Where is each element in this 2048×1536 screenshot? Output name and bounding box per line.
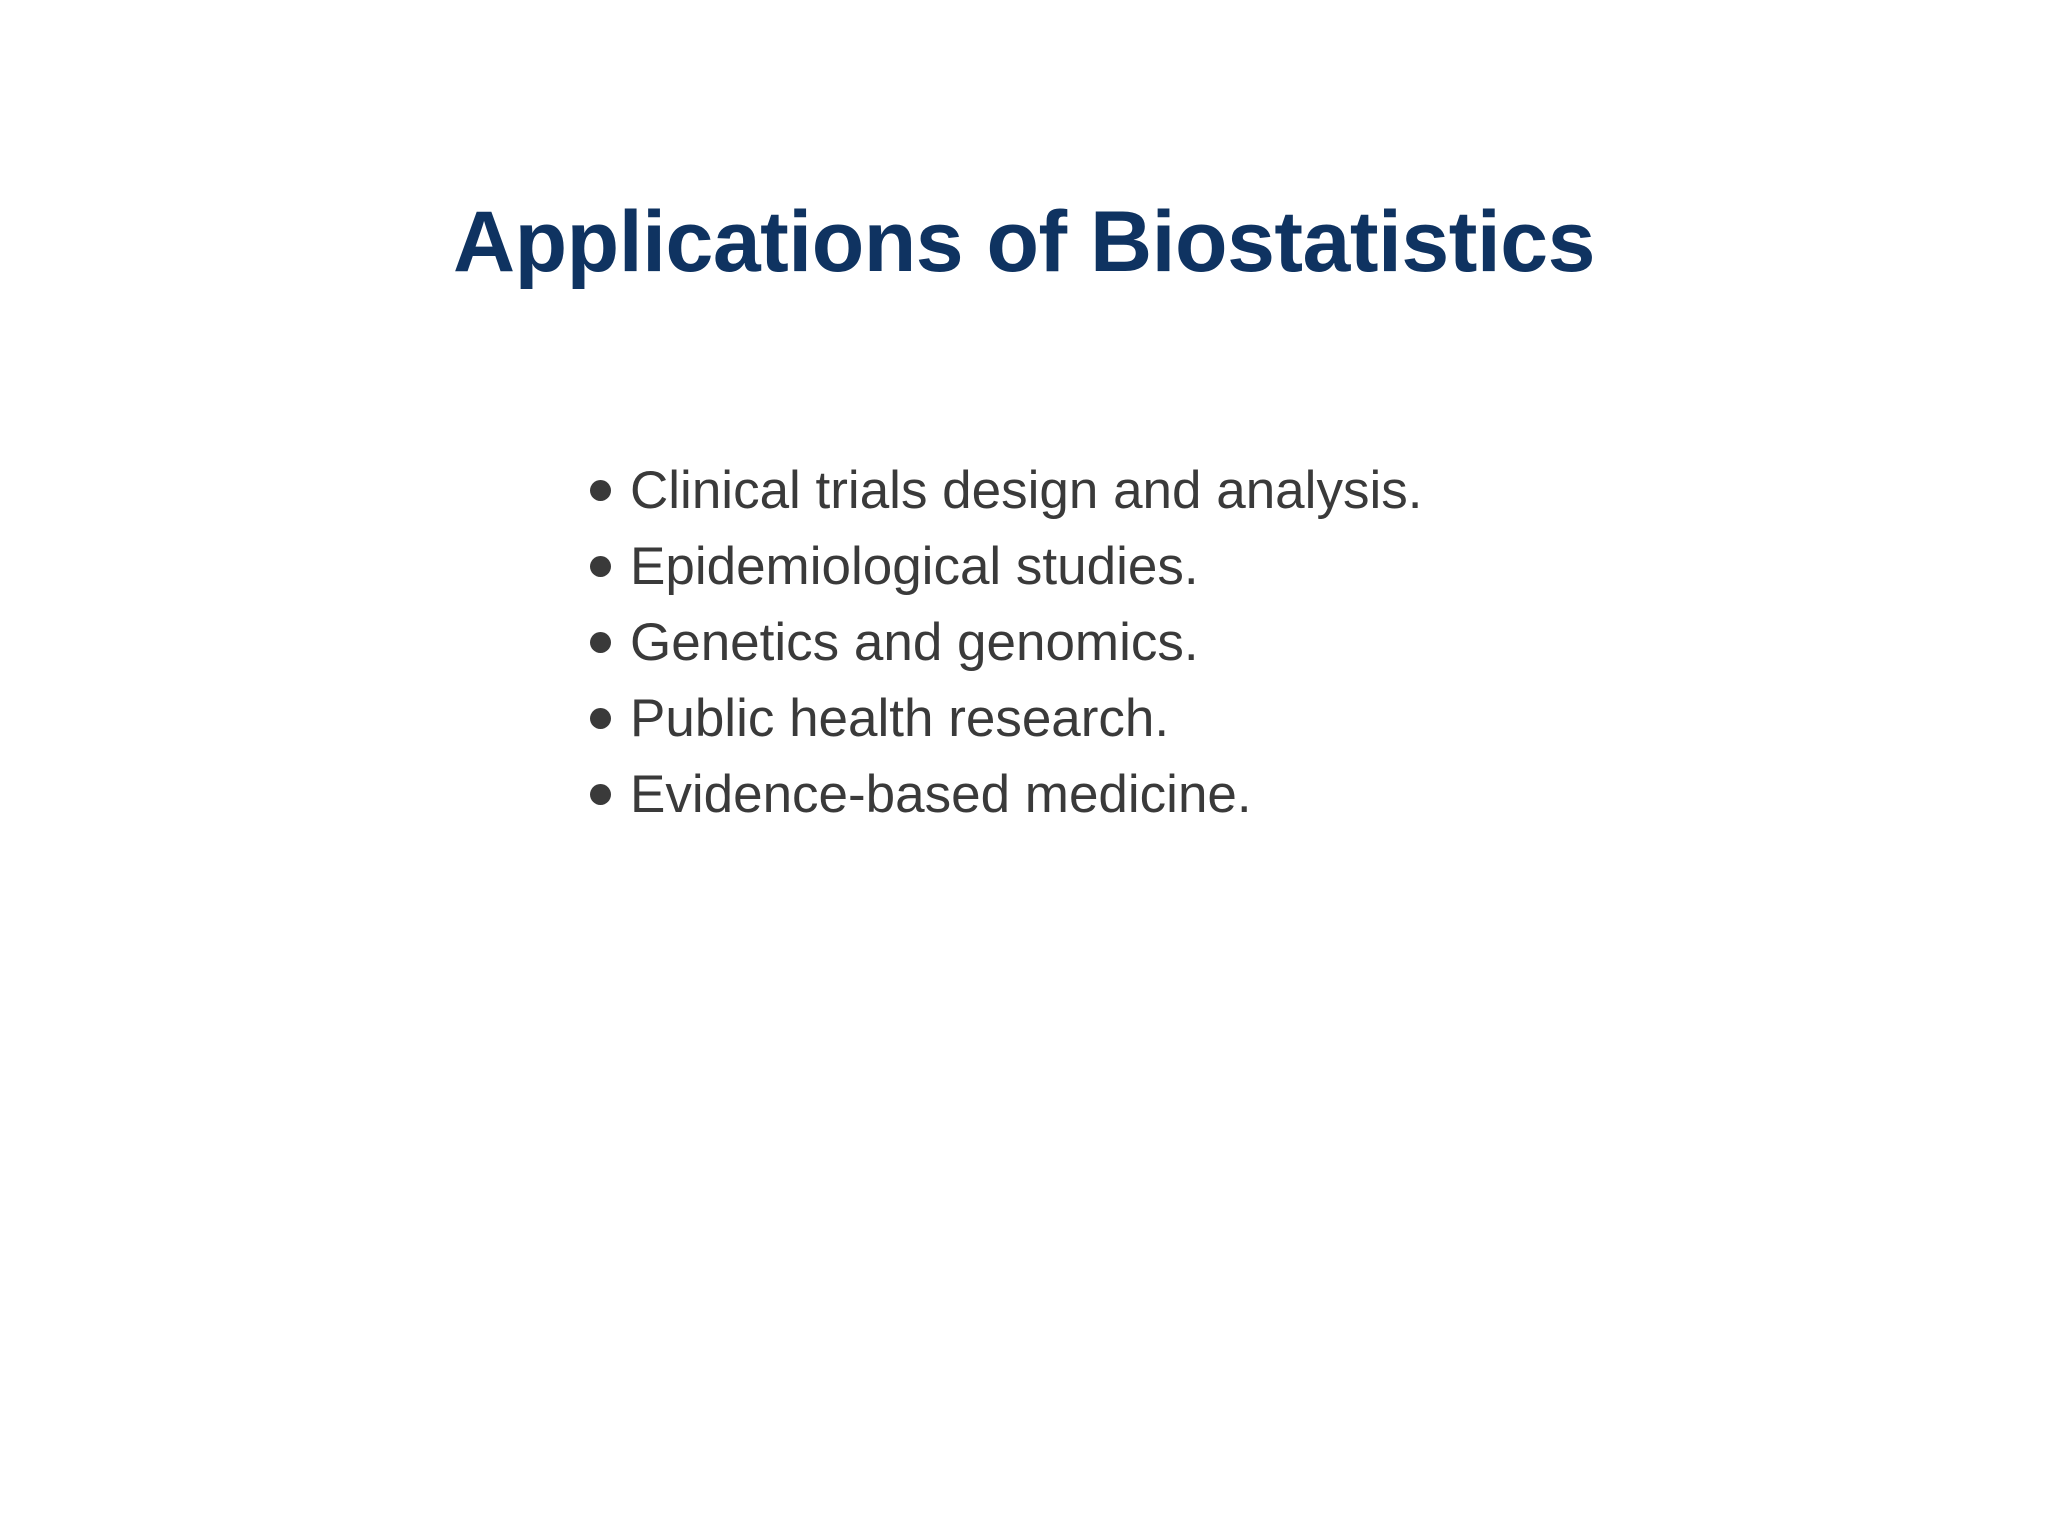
bullet-dot-icon xyxy=(590,784,611,805)
bullet-dot-icon xyxy=(590,708,611,729)
bullet-item xyxy=(590,452,1422,528)
bullet-item xyxy=(590,604,1422,680)
bullet-item xyxy=(590,528,1422,604)
bullet-item xyxy=(590,756,1422,832)
bullet-dot-icon xyxy=(590,632,611,653)
bullet-text: Epidemiological studies. xyxy=(630,536,1199,596)
bullet-item xyxy=(590,680,1422,756)
bullet-list xyxy=(590,452,1422,832)
bullet-text: Public health research. xyxy=(630,688,1170,748)
bullet-text: Genetics and genomics. xyxy=(630,612,1199,672)
bullet-dot-icon xyxy=(590,556,611,577)
bullet-dot-icon xyxy=(590,480,611,501)
bullet-text: Clinical trials design and analysis. xyxy=(630,460,1423,520)
slide-title: Applications of Biostatistics xyxy=(453,194,1595,290)
bullet-text: Evidence-based medicine. xyxy=(630,764,1252,824)
